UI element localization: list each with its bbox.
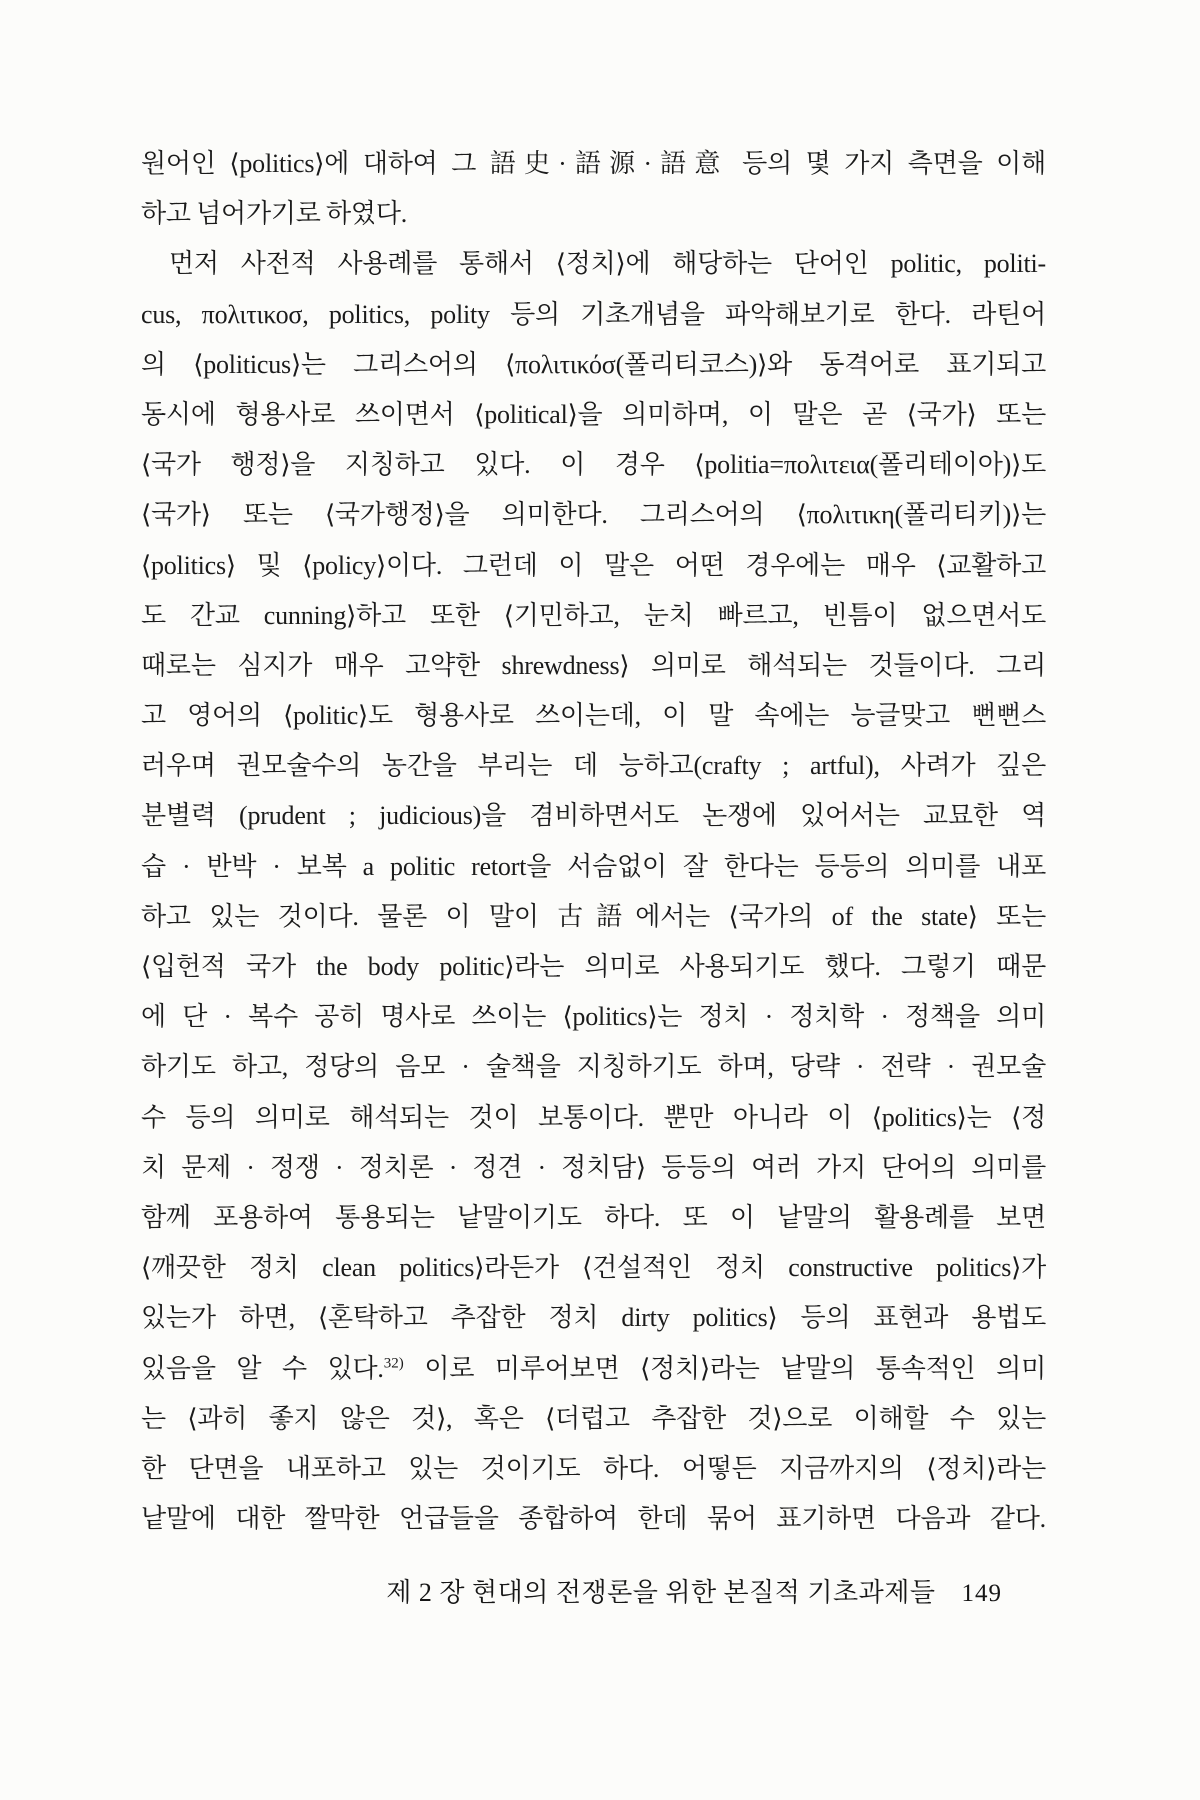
body-line [141,440,1046,490]
body-line [141,741,1046,791]
body-line-text: 하기도 하고, 정당의 음모 · 술책을 지칭하기도 하며, 당략 · 전략 · 권모술 [141,1052,1046,1082]
body-text [141,139,1046,1544]
body-line-text: ⟨국가 행정⟩을 지칭하고 있다. 이 경우 ⟨politia=πολιτεια(폴리테이아)⟩도 [141,450,1046,480]
body-line-text: 수 등의 의미로 해석되는 것이 보통이다. 뿐만 아니라 이 ⟨politics⟩는 ⟨정 [141,1102,1046,1132]
body-line [141,1042,1046,1092]
body-line-text: 에 단 · 복수 공히 명사로 쓰이는 ⟨politics⟩는 정치 · 정치학 · 정책을 의미 [141,1002,1046,1032]
body-line [141,1293,1046,1343]
body-line [141,1143,1046,1193]
body-line [141,490,1046,540]
body-line [141,1394,1046,1444]
body-line-text: 낱말에 대한 짤막한 언급들을 종합하여 한데 묶어 표기하면 다음과 같다. [141,1504,1046,1534]
body-line-text: 치 문제 · 정쟁 · 정치론 · 정견 · 정치담⟩ 등등의 여러 가지 단어의 의미를 [141,1152,1046,1182]
body-line [141,189,1046,239]
body-line-text: 동시에 형용사로 쓰이면서 ⟨political⟩을 의미하며, 이 말은 곧 ⟨국가⟩ 또는 [141,399,1046,429]
body-line [141,390,1046,440]
body-line [141,591,1046,641]
body-line-text: 분별력 (prudent ; judicious)을 겸비하면서도 논쟁에 있어서는 교묘한 역 [141,801,1046,831]
body-line [141,340,1046,390]
body-line-text: 있는가 하면, ⟨혼탁하고 추잡한 정치 dirty politics⟩ 등의 표현과 용법도 [141,1303,1046,1333]
body-line [141,892,1046,942]
body-line [141,1193,1046,1243]
body-line-text: 이로 미루어보면 ⟨정치⟩라는 낱말의 통속적인 의미 [403,1353,1046,1383]
body-line-text: 원어인 ⟨politics⟩에 대하여 그 語史·語源·語意 등의 몇 가지 측면을 이해 [141,149,1046,178]
body-line [141,791,1046,841]
body-line [141,1344,1046,1394]
body-line [141,992,1046,1042]
body-line [141,541,1046,591]
body-line-text: ⟨입헌적 국가 the body politic⟩라는 의미로 사용되기도 했다. 그렇기 때문 [141,952,1046,981]
footer-chapter-title: 제 2 장 현대의 전쟁론을 위한 본질적 기초과제들 [386,1578,936,1607]
page-footer [141,1572,1046,1609]
body-line [141,1243,1046,1293]
body-line [141,139,1046,189]
body-line [141,942,1046,992]
body-line-text: 습 · 반박 · 보복 a politic retort을 서슴없이 잘 한다는 등등의 의미를 내포 [141,851,1046,881]
body-line [141,691,1046,741]
body-line-text: 있음을 알 수 있다. [141,1353,384,1383]
body-line [141,239,1046,289]
body-line-text: cus, πολιτικοσ, politics, polity 등의 기초개념을 파악해보기로 한다. 라틴어 [141,299,1046,329]
body-line-text: 는 ⟨과히 좋지 않은 것⟩, 혹은 ⟨더럽고 추잡한 것⟩으로 이해할 수 있는 [141,1403,1046,1433]
footer-page-number: 149 [961,1580,1002,1607]
footnote-marker: 32) [383,1354,404,1371]
body-line-text: ⟨국가⟩ 또는 ⟨국가행정⟩을 의미한다. 그리스어의 ⟨πολιτικη(폴리티키)⟩는 [141,500,1046,530]
body-line-text: 하고 넘어가기로 하였다. [141,199,408,229]
body-line-text: 도 간교 cunning⟩하고 또한 ⟨기민하고, 눈치 빠르고, 빈틈이 없으면서도 [141,600,1046,630]
body-line-text: 때로는 심지가 매우 고약한 shrewdness⟩ 의미로 해석되는 것들이다. 그리 [141,650,1046,680]
body-line [141,1494,1046,1544]
body-line-text: 하고 있는 것이다. 물론 이 말이 古語에서는 ⟨국가의 of the state⟩ 또는 [141,901,1046,931]
body-line [141,1093,1046,1143]
body-line [141,842,1046,892]
body-line-text: ⟨politics⟩ 및 ⟨policy⟩이다. 그런데 이 말은 어떤 경우에는 매우 ⟨교활하고 [141,550,1046,580]
body-line [141,1444,1046,1494]
body-line-text: 러우며 권모술수의 농간을 부리는 데 능하고(crafty ; artful), 사려가 깊은 [141,751,1046,781]
body-line-text: ⟨깨끗한 정치 clean politics⟩라든가 ⟨건설적인 정치 constructive politics⟩가 [141,1253,1046,1283]
body-line-text: 먼저 사전적 사용례를 통해서 ⟨정치⟩에 해당하는 단어인 politic, politi- [169,249,1046,279]
body-line [141,641,1046,691]
body-line-text: 고 영어의 ⟨politic⟩도 형용사로 쓰이는데, 이 말 속에는 능글맞고 뻔뻔스 [141,701,1046,731]
body-line [141,290,1046,340]
body-line-text: 함께 포용하여 통용되는 낱말이기도 하다. 또 이 낱말의 활용례를 보면 [141,1202,1046,1232]
body-line-text: 한 단면을 내포하고 있는 것이기도 하다. 어떻든 지금까지의 ⟨정치⟩라는 [141,1453,1046,1483]
body-line-text: 의 ⟨politicus⟩는 그리스어의 ⟨πολιτικόσ(폴리티코스)⟩와 동격어로 표기되고 [141,349,1046,379]
